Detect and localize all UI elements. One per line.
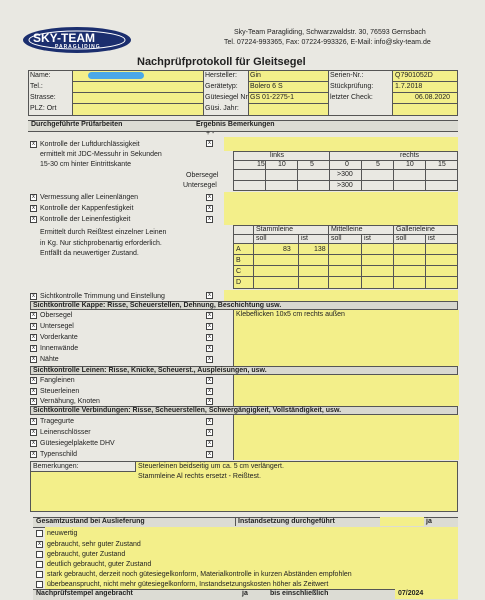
label-stempel: Nachprüfstempel angebracht [36,590,133,597]
radio-ueberbeansprucht[interactable] [36,581,43,588]
check-steuerleinen[interactable]: x [32,388,35,394]
label-bemerkungen: Bemerkungen: [33,463,79,470]
label-leinenschloesser: Leinenschlösser [40,429,91,436]
label-seriennr: Serien-Nr.: [330,72,364,79]
label-instand-ja: ja [426,518,432,525]
result-steuerleinen[interactable]: x [208,388,211,394]
radio-gut[interactable] [36,551,43,558]
reiss-line2: in Kg. Nur stichprobenartig erforderlich. [40,240,162,247]
option-stark: stark gebraucht, derzeit noch gütesiegelkonform, Materialkontrolle in kurzen Abständen empfohlen [47,571,352,578]
value-seriennr: Q7901052D [395,72,433,79]
label-strasse: Strasse: [30,94,56,101]
check-vernaehung[interactable]: x [32,398,35,404]
header-instandsetzung: Instandsetzung durchgeführt [238,518,335,525]
bemerkung-line2: Stammleine Al rechts ersetzt - Reißtest. [138,473,261,480]
row-a: A [236,246,241,253]
result-luft[interactable]: x [208,140,211,146]
option-deutlich: deutlich gebraucht, guter Zustand [47,561,152,568]
luft-col: 10 [278,161,286,168]
option-ueberbeansprucht: überbeansprucht, nicht mehr gütesiegelkonform, Instandsetzungskosten höher als Zeitwert [47,581,329,588]
header-plusminus: + - [206,130,215,137]
result-vorderkante[interactable]: x [208,334,211,340]
label-vernaehung: Vernähung, Knoten [40,398,100,405]
redacted-name [88,72,144,79]
label-k-obersegel: Obersegel [40,312,73,319]
luft-rechts: rechts [400,152,420,159]
label-kappenfestigkeit: Kontrolle der Kappenfestigkeit [40,205,134,212]
section-leinen: Sichtkontrolle Leinen: Risse, Knicke, Scheuerst., Auspleisungen, usw. [30,366,458,375]
header-gesamtzustand: Gesamtzustand bei Auslieferung [36,518,145,525]
logo-subtext: PARAGLIDING [55,44,101,50]
value-guetesiegel: GS 01-2275-1 [250,94,294,101]
label-tragegurte: Tragegurte [40,418,74,425]
row-c: C [236,268,242,275]
label-innenwaende: Innenwände [40,345,79,352]
value-untersegel: >300 [337,182,353,189]
label-obersegel: Obersegel [186,172,219,179]
label-vorderkante: Vorderkante [40,334,78,341]
luft-col: 15 [438,161,446,168]
header-pruefarbeiten: Durchgeführte Prüfarbeiten [31,121,123,128]
check-kappenfestigkeit[interactable]: x [32,205,35,211]
label-fangleinen: Fangleinen [40,377,75,384]
value-hersteller: Gin [250,72,261,79]
header-ergebnis: Ergebnis Bemerkungen [196,121,275,128]
value-stempel-date: 07/2024 [398,590,424,597]
value-geraetetyp: Bolero 6 S [250,83,283,90]
label-trimmung: Sichtkontrolle Trimmung und Einstellung [40,293,165,300]
label-plakette: Gütesiegelplakette DHV [40,440,115,447]
col-soll: soll [331,235,342,242]
check-innenwaende[interactable]: x [32,345,35,351]
label-vermessung: Vermessung aller Leinenlängen [40,194,139,201]
result-kappenfestigkeit[interactable]: x [208,205,211,211]
option-sehr-gut: gebraucht, sehr guter Zustand [47,541,141,548]
luft-col: 5 [310,161,314,168]
result-vermessung[interactable]: x [208,194,211,200]
kappe-note: Klebeflicken 10x5 cm rechts außen [236,311,345,318]
check-vorderkante[interactable]: x [32,334,35,340]
label-letzter-check: letzter Check: [330,94,373,101]
company-address: Sky-Team Paragliding, Schwarzwaldstr. 30, 76593 Gernsbach [234,29,426,36]
result-fangleinen[interactable]: x [208,377,211,383]
reiss-line1: Ermittelt durch Reißtest einzelner Leinen [40,229,167,236]
label-bis: bis einschließlich [270,590,329,597]
result-naehte[interactable]: x [208,356,211,362]
page-title: Nachprüfprotokoll für Gleitsegel [137,56,306,68]
check-trimmung[interactable]: x [32,293,35,299]
value-obersegel: >300 [337,171,353,178]
label-k-untersegel: Untersegel [40,323,74,330]
label-steuerleinen: Steuerleinen [40,388,80,395]
label-name: Name: [30,72,51,79]
label-stempel-ja: ja [242,590,248,597]
col-soll: soll [256,235,267,242]
luft-line1: Kontrolle der Luftdurchlässigkeit [40,141,140,148]
luft-col: 5 [376,161,380,168]
section-kappe: Sichtkontrolle Kappe: Risse, Scheuerstellen, Dehnung, Beschichtung usw. [30,301,458,310]
luft-col: 15 [257,161,265,168]
result-vernaehung[interactable]: x [208,398,211,404]
result-trimmung[interactable]: x [208,292,211,298]
reiss-line3: Entfällt da neuwertiger Zustand. [40,250,139,257]
check-untersegel[interactable]: x [32,323,35,329]
check-luft[interactable]: x [32,141,35,147]
result-tragegurte[interactable]: x [208,418,211,424]
luft-line2: ermittelt mit JDC-Messuhr in Sekunden [40,151,162,158]
col-soll: soll [396,235,407,242]
result-leinenfestigkeit[interactable]: x [208,216,211,222]
label-tel: Tel.: [30,83,43,90]
luft-links: links [270,152,285,159]
radio-sehr-gut[interactable]: x [38,541,41,547]
check-leinenfestigkeit[interactable]: x [32,216,35,222]
label-untersegel: Untersegel [183,182,217,189]
result-obersegel[interactable]: x [208,312,211,318]
option-gut: gebraucht, guter Zustand [47,551,126,558]
a-stamm-soll: 83 [283,246,291,253]
header-stammleine: Stammleine [256,226,293,233]
check-vermessung[interactable]: x [32,194,35,200]
logo-text: SKY-TEAM [33,31,96,45]
section-verbindungen: Sichtkontrolle Verbindungen: Risse, Scheuerstellen, Schwergängigkeit, Vollständigkeit, usw. [30,406,458,415]
value-letzter-check: 06.08.2020 [415,94,451,101]
check-typenschild[interactable]: x [32,451,35,457]
check-tragegurte[interactable]: x [32,418,35,424]
header-gallerieleine: Gallerieleine [396,226,435,233]
row-b: B [236,257,241,264]
result-plakette[interactable]: x [208,440,211,446]
result-innenwaende[interactable]: x [208,345,211,351]
value-stueckpruefung: 1.7.2018 [395,83,423,90]
radio-neuwertig[interactable] [36,530,43,537]
check-leinenschloesser[interactable]: x [32,429,35,435]
bemerkung-line1: Steuerleinen beidseitig um ca. 5 cm verlängert. [138,463,284,470]
check-plakette[interactable]: x [32,440,35,446]
luft-col: 0 [345,161,349,168]
label-typenschild: Typenschild [40,451,77,458]
result-untersegel[interactable]: x [208,323,211,329]
option-neuwertig: neuwertig [47,530,78,537]
company-contact: Tel. 07224-993365, Fax: 07224-993326, E-Mail: info@sky-team.de [224,39,431,46]
label-stueckpruefung: Stückprüfung: [330,83,374,90]
label-geraetetyp: Gerätetyp: [205,83,238,90]
result-typenschild[interactable]: x [208,451,211,457]
col-ist: ist [301,235,308,242]
label-guesi-jahr: Güsi. Jahr: [205,105,239,112]
a-stamm-ist: 138 [314,246,326,253]
label-leinenfestigkeit: Kontrolle der Leinenfestigkeit [40,216,131,223]
label-plz: PLZ: Ort [30,105,57,112]
check-obersegel[interactable]: x [32,312,35,318]
luft-line3: 15-30 cm hinter Eintrittskante [40,161,132,168]
label-guetesiegel: Gütesiegel Nr [205,94,248,101]
header-mittelleine: Mittelleine [331,226,363,233]
col-ist: ist [364,235,371,242]
result-leinenschloesser[interactable]: x [208,429,211,435]
label-hersteller: Hersteller: [205,72,237,79]
check-fangleinen[interactable]: x [32,377,35,383]
label-naehte: Nähte [40,356,59,363]
luft-col: 10 [406,161,414,168]
col-ist: ist [428,235,435,242]
check-naehte[interactable]: x [32,356,35,362]
radio-stark[interactable] [36,571,43,578]
radio-deutlich[interactable] [36,561,43,568]
row-d: D [236,279,242,286]
